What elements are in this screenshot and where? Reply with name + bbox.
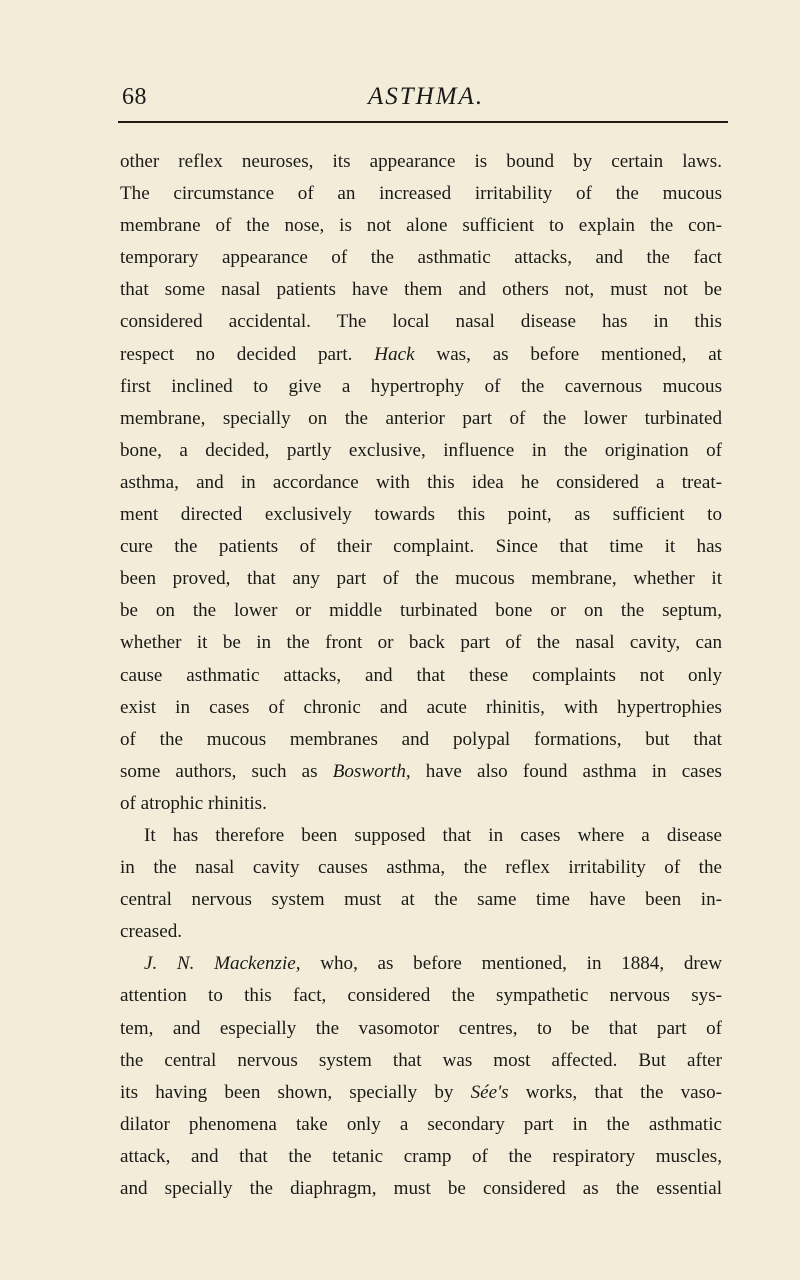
text-line: attack, and that the tetanic cramp of the respiratory muscles, — [120, 1145, 722, 1167]
text-line: attention to this fact, considered the sympathetic nervous sys- — [120, 985, 722, 1007]
text-fragment: who, as before mentioned, in 1884, drew — [320, 953, 722, 975]
text-fragment: respect no decided part. — [120, 343, 353, 365]
text-line: other reflex neuroses, its appearance is bound by certain laws. — [120, 151, 722, 172]
text-line: asthma, and in accordance with this idea he considered a treat- — [120, 471, 722, 493]
text-line: whether it be in the front or back part of the nasal cavity, can — [120, 632, 722, 654]
text-line: It has therefore been supposed that in cases where a disease — [144, 824, 722, 846]
text-line: and specially the diaphragm, must be considered as the essential — [120, 1178, 722, 1199]
text-fragment: works, that the vaso- — [525, 1081, 722, 1103]
page-number: 68 — [122, 84, 147, 110]
text-fragment: have also found asthma in cases — [425, 760, 722, 782]
text-fragment: was, as before mentioned, at — [436, 343, 722, 365]
text-line: that some nasal patients have them and others not, must not be — [120, 279, 722, 301]
text-line: The circumstance of an increased irritability of the mucous — [120, 183, 722, 205]
running-title: ASTHMA. — [368, 83, 485, 110]
text-fragment: its having been shown, specially by — [120, 1081, 454, 1103]
text-line: in the nasal cavity causes asthma, the reflex irritability of the — [120, 857, 722, 879]
text-line: dilator phenomena take only a secondary part in the asthmatic — [120, 1113, 722, 1135]
text-line — [120, 339, 722, 371]
text-line: cure the patients of their complaint. Since that time it has — [120, 536, 722, 558]
text-line: exist in cases of chronic and acute rhinitis, with hypertrophies — [120, 696, 722, 718]
page-header — [118, 82, 728, 112]
text-line: creased. — [120, 921, 183, 943]
text-line: first inclined to give a hypertrophy of the cavernous mucous — [120, 375, 722, 397]
author-name-bosworth: Bosworth, — [332, 760, 411, 782]
text-line — [120, 756, 722, 788]
text-line: bone, a decided, partly exclusive, influence in the origination of — [120, 439, 722, 461]
header-rule — [118, 121, 728, 123]
text-line: temporary appearance of the asthmatic attacks, and the fact — [120, 247, 722, 269]
author-name-hack: Hack — [374, 343, 415, 365]
text-line: ment directed exclusively towards this point, as sufficient to — [120, 504, 722, 526]
text-line: cause asthmatic attacks, and that these complaints not only — [120, 664, 722, 686]
text-line: be on the lower or middle turbinated bone or on the septum, — [120, 600, 722, 622]
text-line: of the mucous membranes and polypal formations, but that — [120, 728, 722, 750]
text-line — [120, 948, 722, 980]
author-name-see: Sée's — [470, 1081, 509, 1103]
text-line: considered accidental. The local nasal disease has in this — [120, 311, 722, 333]
text-line: the central nervous system that was most affected. But after — [120, 1049, 722, 1071]
text-line: tem, and especially the vasomotor centres, to be that part of — [120, 1017, 722, 1039]
text-line: membrane of the nose, is not alone sufficient to explain the con- — [120, 215, 722, 237]
text-line: central nervous system must at the same time have been in- — [120, 889, 722, 911]
body-text — [120, 146, 722, 1205]
text-line: membrane, specially on the anterior part of the lower turbinated — [120, 407, 722, 429]
text-line: been proved, that any part of the mucous membrane, whether it — [120, 568, 722, 590]
text-line — [120, 1077, 722, 1109]
text-line: of atrophic rhinitis. — [120, 792, 267, 814]
text-fragment: some authors, such as — [120, 760, 318, 782]
author-name-mackenzie: J. N. Mackenzie, — [144, 953, 301, 975]
